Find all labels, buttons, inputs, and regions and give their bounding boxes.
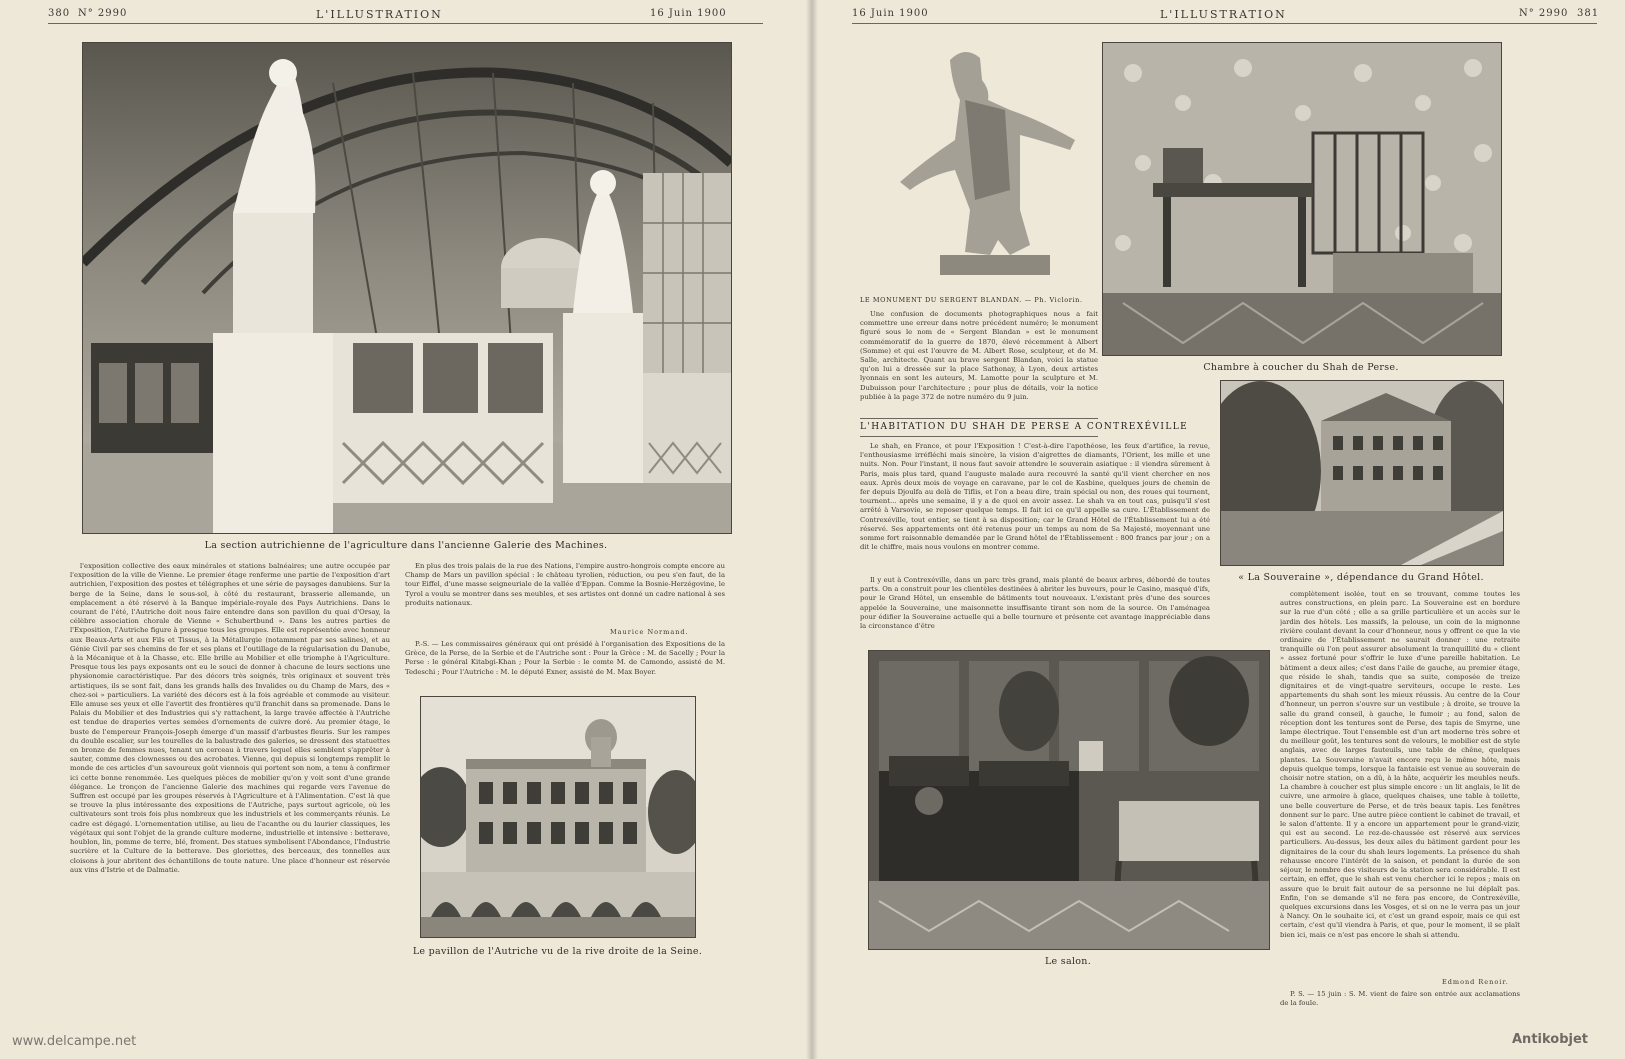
left-page-number: 380 [48, 8, 71, 19]
section-title-rule-bottom [860, 436, 1098, 437]
left-column-2-postscript [405, 640, 725, 690]
souveraine-photo [1220, 380, 1504, 566]
right-header-rule [852, 23, 1597, 24]
left-page [0, 0, 812, 1059]
agriculture-hall-caption: La section autrichienne de l'agriculture dans l'ancienne Galerie des Machines. [204, 540, 608, 551]
shah-text-column [860, 442, 1210, 572]
right-column-signature: Edmond Renoir. [1442, 978, 1509, 986]
page-gutter [806, 0, 818, 1059]
left-watermark: www.delcampe.net [12, 1034, 137, 1049]
salon-photo [868, 650, 1270, 950]
right-column-paragraph: complètement isolée, tout en se trouvant, comme toutes les autres constructions, en plein parc. La Souveraine est en bordure sur la rue d'un côté ; elle a sa grille particulière et un accès sur le jardin des hôtels. Les massifs, la pelouse, un coin de la mignonne rivière coulant devant la cour d'honneur, nous y offrent ce que la vie ordinaire de l'Établissement ne saurait donner : une retraite tranquille où l'on peut assurer absolument la tranquillité du « client » assez fortuné pour s'offrir le luxe d'une pareille habitation. Le bâtiment a deux ailes; c'est dans l'aile de gauche, au premier étage, que réside le shah, tandis que sa suite, composée de treize dignitaires et de vingt-quatre serviteurs, occupe le reste. Les appartements du shah sont les mieux réussis. Au centre de la Cour d'honneur, un perron s'ouvre sur un vestibule ; à droite, se trouve la salle du grand conseil, à gauche, le fumoir ; au fond, salon de réception dont les tentures sont de Perse, des tapis de Smyrne, une lampe électrique. Tout l'ensemble est d'un art moderne très sobre et du meilleur goût, les tentures sont de velours, le mobilier est de style anglais, avec de larges fauteuils, une table de chêne, quelques plantes. La Souveraine n'avait encore reçu le même hôte, mais depuis quelque temps, lorsque la fantaisie est venue au souverain de choisir notre station, on a dû, à la hâte, acquérir les meubles neufs. La chambre à coucher est plus simple encore : un lit anglais, le lit de cuivre, une armoire à glace, quelques chaises, une table à toilette, une belle couverture de Perse, et de très beaux tapis. Les fenêtres donnent sur le parc. Une autre pièce contient le cabinet de travail, et le salon d'attente. Il y a encore un appartement pour le grand-vizir, qui est au second. Le rez-de-chaussée est réservé aux services particuliers. Au-dessus, les deux ailes du bâtiment gardent pour les dignitaires de la cour du shah leurs logements. La présence du shah rehausse encore l'intérêt de la saison, et pendant la durée de son séjour, le nombre des visiteurs de la station sera considérable. Il est certain, en effet, que le shah est venu chercher ici le repos ; mais on assure que le bruit fait autour de sa personne ne lui déplaît pas. Enfin, l'on se demande s'il ne fera pas encore, de Contrexéville, quelques excursions dans les Vosges, et si on ne le verra pas un jour à Nancy. On le souhaite ici, et c'est un grand espoir, mais ce qui est certain, c'est qu'il viendra à Paris, et que, pour le moment, il se plaît bien ici, mais ce n'est pas encore le shah si attendu. [1280, 590, 1520, 939]
shah-bedroom-photo [1102, 42, 1502, 356]
left-header-rule [48, 23, 763, 24]
section-title-rule-top [860, 418, 1098, 419]
left-postscript-paragraph: P.-S. — Les commissaires généraux qui ont présidé à l'organisation des Expositions de la Grèce, de la Perse, de la Serbie et de l'Autriche sont : Pour la Grèce : M. de Sacelly ; Pour la Perse : le général Kitabgi-Khan ; Pour la Serbie : le comte M. de Camondo, assisté de M. Tedeschi ; Pour l'Autriche : M. le député Exner, assisté de M. Max Boyer. [405, 640, 725, 676]
right-issue-number: N° 2990 [1519, 8, 1569, 19]
right-column-postscript [1280, 990, 1520, 1012]
left-header-date: 16 Juin 1900 [650, 8, 727, 19]
shah-text-column-2 [860, 576, 1210, 640]
shah-text-paragraph: Le shah, en France, et pour l'Exposition ! C'est-à-dire l'apothéose, les feux d'artifice, la revue, l'enthousiasme irréfléchi mais sincère, la vision d'aigrettes de diamants, l'Orient, les mille et une nuits. Non. Pour l'instant, il nous faut savoir attendre le souverain asiatique : il viendra sûrement à Paris, mais plus tard, quand l'auguste malade aura recouvré la santé qu'il vient chercher en nos eaux. Après deux mois de voyage en caravane, par le col de Kasbine, quelques jours de chemin de fer depuis Djoulfa au delà de Tiflis, et l'on a beau dire, train spécial ou non, des roues qui tournent, tournent... après une semaine, il y a de quoi en avoir assez. Le shah va en tout cas, puisqu'il s'est arrêté à Varsovie, se reposer quelque temps. Il fait ici ce qu'il appelle sa cure. L'Établissement de Contrexéville, tout entier, se tient à sa disposition; car le Grand Hôtel de l'Établissement lui a été réservé. Ses appartements ont été retenus pour un temps au nom de Sa Majesté, moyennant une somme fort raisonnable demandée par le Grand hôtel de l'Établissement : 800 francs par jour ; on a dit le chiffre, mais nous voulons en montrer comme. [860, 442, 1210, 552]
agriculture-hall-photo [82, 42, 732, 534]
statue-text-column [860, 310, 1098, 410]
austria-pavilion-photo [420, 696, 696, 938]
right-watermark: Antikobjet [1512, 1032, 1589, 1047]
right-page-number: 381 [1577, 8, 1600, 19]
statue-correction-paragraph: Une confusion de documents photographiques nous a fait commettre une erreur dans notre précédent numéro; le monument figuré sous le nom de « Sergent Blandan » est le monument commémoratif de la guerre de 1870, élevé récemment à Albert (Somme) et qui est l'œuvre de M. Albert Rose, sculpteur, et de M. Salle, architecte. Quant au brave sergent Blandan, voici la statue qu'on lui a dressée sur la place Sathonay, à Lyon, deux artistes lyonnais en sont les auteurs, M. Lamotte pour la sculpture et M. Dubuisson pour l'architecture ; pour plus de détails, voir la notice publiée à la page 372 de notre numéro du 9 juin. [860, 310, 1098, 401]
souveraine-caption: « La Souveraine », dépendance du Grand Hôtel. [1238, 572, 1484, 583]
shah-bedroom-caption: Chambre à coucher du Shah de Perse. [1203, 362, 1399, 373]
left-column-2-signature: Maurice Normand. [610, 628, 689, 636]
austria-pavilion-caption: Le pavillon de l'Autriche vu de la rive droite de la Seine. [412, 946, 703, 957]
right-text-column [1280, 590, 1520, 976]
shah-habitation-title: L'HABITATION DU SHAH DE PERSE A CONTREXÉVILLE [860, 422, 1189, 432]
sergent-blandan-statue-image [870, 40, 1090, 282]
left-column-2-paragraph: En plus des trois palais de la rue des Nations, l'empire austro-hongrois compte encore au Champ de Mars un pavillon spécial : le château tyrolien, réduction, ou peu s'en faut, de la tour Eiffel, d'une masse seigneuriale de la vallée d'Eppan. Comme la Bosnie-Herzégovine, le Tyrol a voulu se montrer dans ses meubles, et ses artistes ont donné un cadre national à ses produits nationaux. [405, 562, 725, 607]
left-text-column-2 [405, 562, 725, 624]
right-page [812, 0, 1625, 1059]
shah-text-paragraph-2: Il y eut à Contrexéville, dans un parc très grand, mais planté de beaux arbres, débordé de toutes parts. On a construit pour les clientèles destinées à abriter les buveurs, pour le Casino, masqué d'ifs, pour le Grand Hôtel, un ensemble de bâtiments tout nouveaux. L'existant près d'une des sources appelée la Souveraine, une maisonnette insuffisante tirant son nom de la source. On l'aménagea pour édifier la Souveraine actuelle qui a belle tournure et présente cet avantage inappréciable dans la circonstance d'être [860, 576, 1210, 631]
left-text-column-1 [70, 562, 390, 1002]
left-journal-title: L'ILLUSTRATION [316, 8, 443, 21]
statue-caption: LE MONUMENT DU SERGENT BLANDAN. — Ph. Viclorin. [860, 296, 1083, 304]
right-header-date: 16 Juin 1900 [852, 8, 929, 19]
left-issue-number: N° 2990 [78, 8, 128, 19]
left-column-1-paragraph: l'exposition collective des eaux minérales et stations balnéaires; une autre occupée par l'exposition de la ville de Vienne. Le premier étage renferme une partie de l'exposition d'art autrichien, l'exposition des postes et télégraphes et une série de paysages danubiens. Sur la berge de la Seine, dans le sous-sol, à côté du restaurant, brasserie allemande, un emplacement a été réservé à la Banque impériale-royale des Pays Autrichiens. Dans le courant de l'été, l'Autriche doit nous faire entendre dans son pavillon du quai d'Orsay, la célèbre association chorale de Vienne « Schubertbund ». Dans les autres parties de l'Exposition, l'Autriche figure à presque tous les groupes. Elle est représentée avec honneur aux Beaux-Arts et aux Fils et Tissus, à la Métallurgie (notamment par ses salines), et au Génie Civil par ses chemins de fer et ses plans et l'outillage de la régularisation du Danube, à la Mécanique et à la Chasse, etc. Elle brille au Mobilier et elle triomphe à l'Agriculture. Presque tous les pays exposants ont eu le souci de donner à chacune de leurs sections une physionomie caractéristique. Par des décors très soignés, très originaux et souvent très artistiques, ils se sont fait, dans les grands halls des Invalides ou du Champ de Mars, des « chez-soi » particuliers. La variété des décors est à la fois agréable et commode au visiteur. Elle amuse ses yeux et elle l'avertit des frontières qu'il franchit dans sa promenade. Dans le Palais du Mobilier et des Industries qui s'y rattachent, la large travée affectée à l'Autriche est tendue de draperies vertes semées d'ornements de cuivre doré. Au premier étage, le buste de l'empereur François-Joseph émerge d'un massif d'arbustes fleuris. Sur les rampes du double escalier, sur les tourelles de la balustrade des galeries, se dressent des statuettes en bronze de femmes nues, tenant un cerceau à travers lequel elles semblent s'apprêter à sauter, comme des clownesses ou des acrobates. Vienne, qui depuis si longtemps remplit le monde de ces articles d'un savoureux goût viennois qui portent son nom, a tenu à confirmer ici cette bonne renommée. Les quelques pièces de mobilier qu'on y voit sont d'une grande élégance. Le tronçon de l'ancienne Galerie des machines qui regarde vers l'avenue de Suffren est occupé par les groupes réservés à l'Agriculture et à l'Alimentation. C'est là que se trouve la plus intéressante des expositions de l'Autriche, pays surtout agricole, où les cultivateurs sont trois fois plus nombreux que les industriels et les commerçants réunis. Le cadre est dégagé. L'ornementation utilise, au lieu de l'acanthe ou du laurier classiques, les végétaux qui sont l'objet de la grande culture moderne, industrielle et intensive : betterave, houblon, lin, pomme de terre, blé, froment. Des statues symbolisent l'Abondance, l'Industrie sucrière et la Culture de la betterave. Des gloriettes, des berceaux, des tonnelles aux cloisons à jour abritent des échantillons de toute nature. Une place d'honneur est réservée aux vins d'Istrie et de Dalmatie. [70, 562, 390, 874]
salon-caption: Le salon. [1044, 956, 1092, 967]
right-journal-title: L'ILLUSTRATION [1160, 8, 1287, 21]
right-postscript-paragraph: P. S. — 15 juin : S. M. vient de faire son entrée aux acclamations de la foule. [1280, 990, 1520, 1008]
